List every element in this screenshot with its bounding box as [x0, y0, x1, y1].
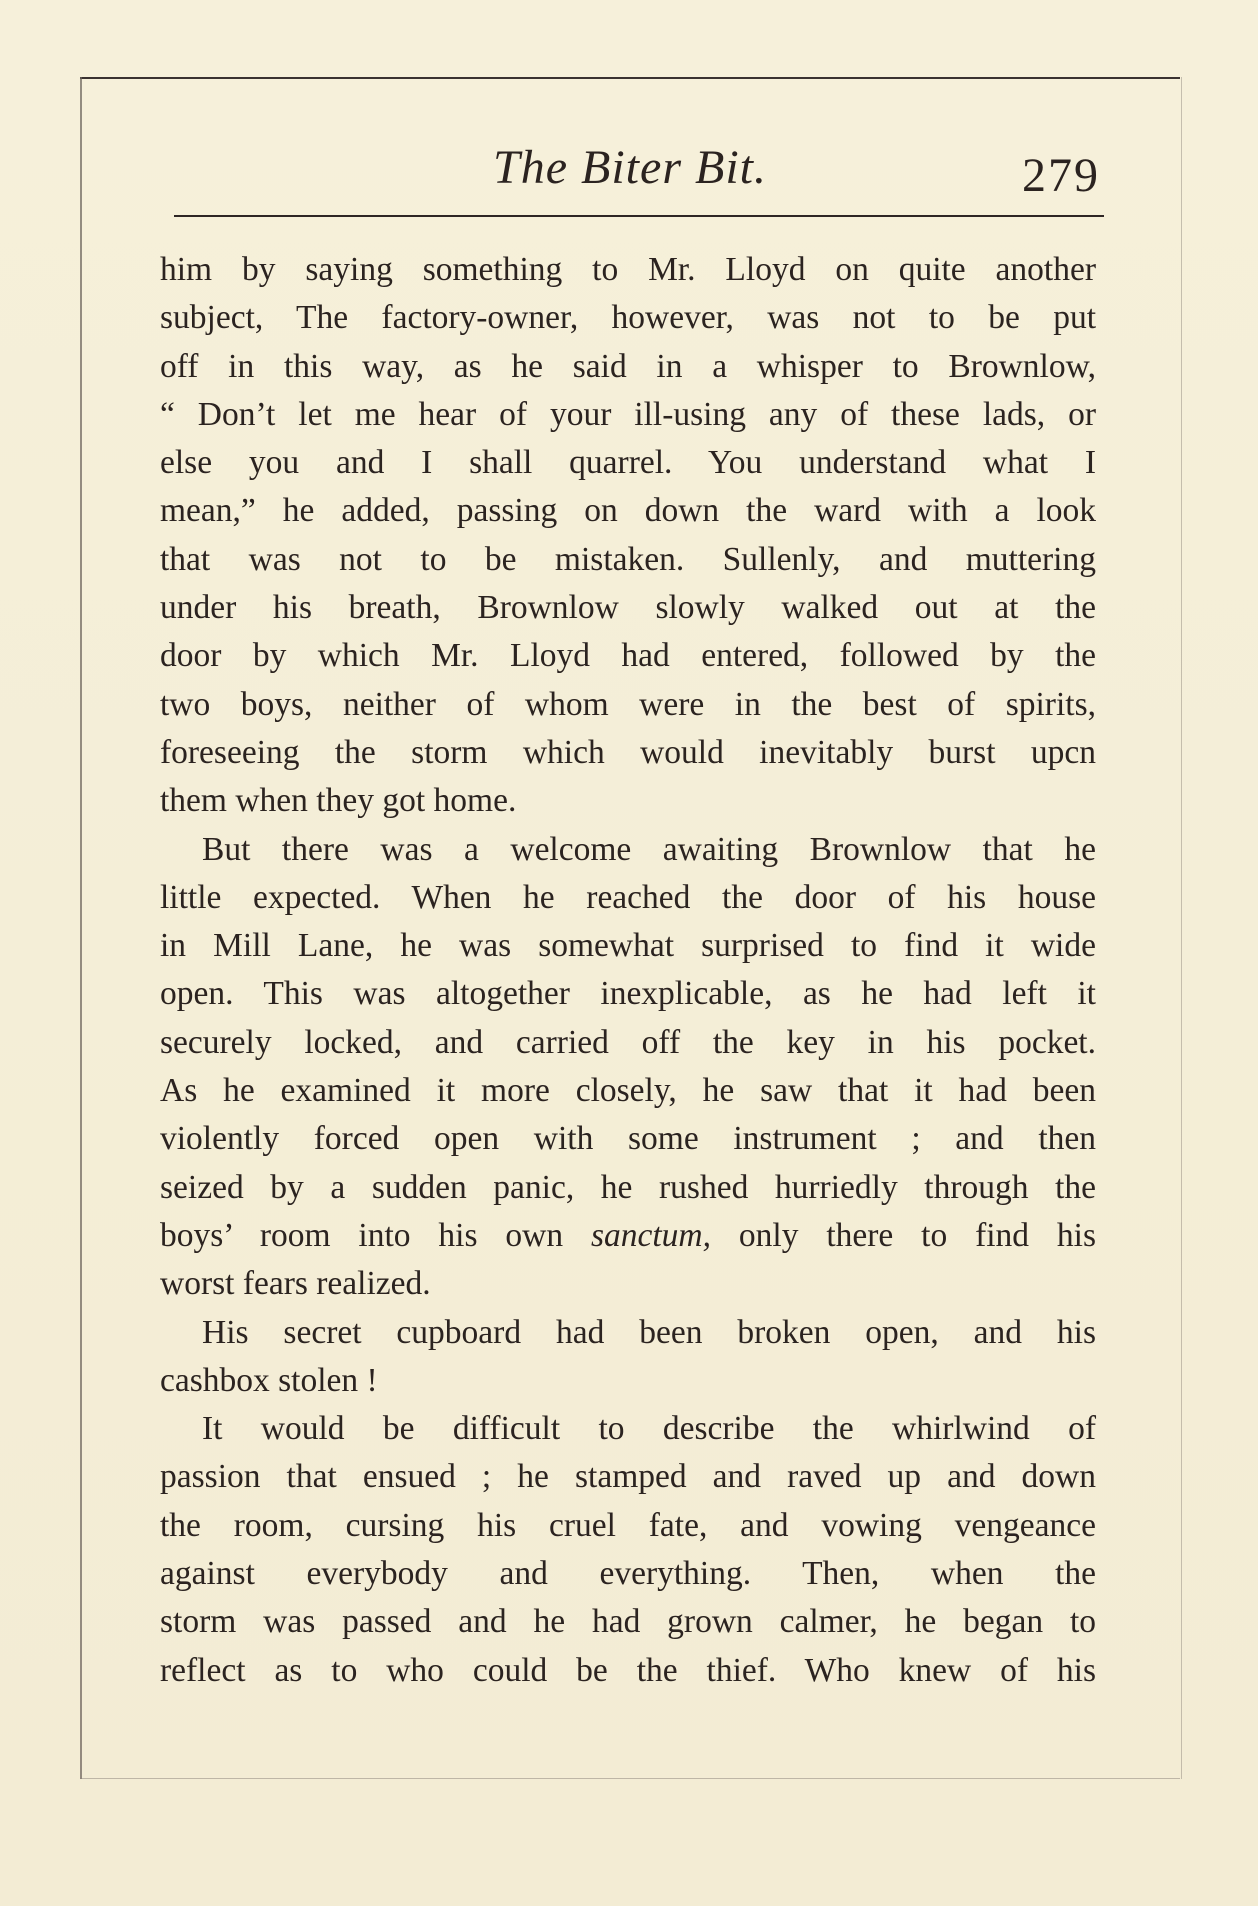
text-line: As he examined it more closely, he saw that it had been	[160, 1072, 1096, 1110]
text-line: subject, The factory-owner, however, was not to be put	[160, 299, 1096, 337]
text-line: little expected. When he reached the door of his house	[160, 878, 1096, 916]
text-line: the room, cursing his cruel fate, and vowing vengeance	[160, 1506, 1096, 1544]
body-text	[160, 246, 1096, 1695]
running-head	[160, 140, 1100, 210]
text-line: open. This was altogether inexplicable, as he had left it	[160, 975, 1096, 1013]
text-line: worst fears realized.	[160, 1265, 431, 1303]
page-number: 279	[1022, 149, 1100, 202]
text-line: door by which Mr. Lloyd had entered, followed by the	[160, 637, 1096, 675]
italic-word: sanctum,	[590, 1216, 711, 1254]
page-frame-top-rule	[80, 77, 1180, 79]
text-line: But there was a welcome awaiting Brownlow that he	[202, 830, 1096, 868]
text-line: violently forced open with some instrument ; and then	[160, 1120, 1096, 1158]
text-line: two boys, neither of whom were in the best of spirits,	[160, 685, 1096, 723]
text-segment: only there to find his	[738, 1216, 1097, 1254]
text-line: It would be difficult to describe the whirlwind of	[202, 1410, 1096, 1448]
text-line: in Mill Lane, he was somewhat surprised to find it wide	[160, 927, 1096, 965]
text-line: His secret cupboard had been broken open, and his	[202, 1313, 1096, 1351]
text-line: against everybody and everything. Then, when the	[160, 1555, 1096, 1593]
page-frame-bottom-rule	[80, 1778, 1180, 1779]
text-line: off in this way, as he said in a whisper to Brownlow,	[160, 347, 1096, 385]
text-line: mean,” he added, passing on down the ward with a look	[160, 492, 1096, 530]
text-line: storm was passed and he had grown calmer, he began to	[160, 1603, 1096, 1641]
text-line-with-italic	[160, 1212, 1096, 1260]
header-rule	[174, 215, 1104, 217]
text-line: him by saying something to Mr. Lloyd on quite another	[160, 251, 1096, 288]
running-title: The Biter Bit.	[493, 141, 767, 194]
text-line: seized by a sudden panic, he rushed hurriedly through the	[160, 1168, 1096, 1206]
page-frame-right-rule	[1181, 77, 1182, 1779]
text-line: them when they got home.	[160, 782, 517, 820]
text-line: passion that ensued ; he stamped and raved up and down	[160, 1458, 1096, 1496]
text-line: securely locked, and carried off the key in his pocket.	[160, 1023, 1096, 1061]
text-segment: boys’ room into his own	[160, 1216, 564, 1254]
text-line: foreseeing the storm which would inevitably burst upcn	[160, 733, 1096, 771]
text-line: under his breath, Brownlow slowly walked out at the	[160, 589, 1096, 627]
page-frame-left-rule	[80, 77, 82, 1779]
text-line: “ Don’t let me hear of your ill-using any of these lads, or	[160, 395, 1096, 433]
text-line: cashbox stolen !	[160, 1361, 378, 1399]
text-line: else you and I shall quarrel. You understand what I	[160, 444, 1096, 482]
text-line: reflect as to who could be the thief. Who knew of his	[160, 1651, 1096, 1689]
text-line: that was not to be mistaken. Sullenly, and muttering	[160, 540, 1096, 578]
